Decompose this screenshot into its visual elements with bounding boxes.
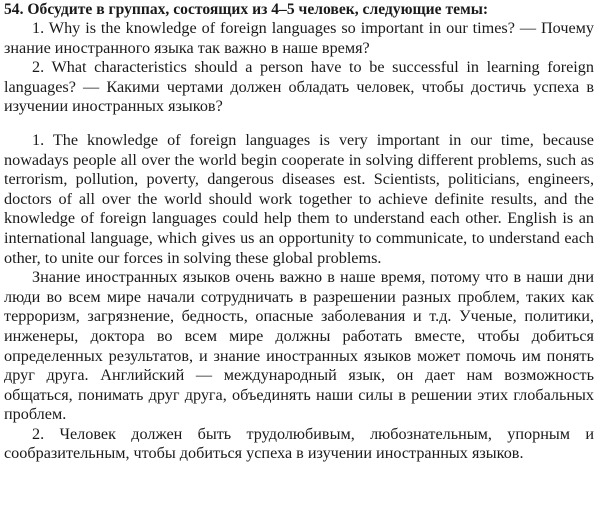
answer-english-1: 1. The knowledge of foreign languages is very important in our time, because nowadays people all over the world begin cooperate in solving different problems, such as terrorism, pollution, poverty, dangerous diseases est. Scientists, politicians, engineers, doctors of all over the world should work together to achieve definite results, and the knowledge of foreign languages could help them to understand each other. English is an international language, which gives us an opportunity to communicate, to understand each other, to unite our forces in solving these global problems. [4, 130, 594, 267]
answers-block [4, 131, 594, 464]
exercise-page [4, 0, 594, 464]
question-1: 1. Why is the knowledge of foreign languages so important in our times? — Почему знание иностранного языка так важно в наше время? [4, 19, 594, 57]
questions-block [4, 19, 594, 117]
answer-russian-2: 2. Человек должен быть трудолюбивым, любознательным, упорным и сообразительным, чтобы добиться успеха в изучении иностранных языков. [4, 424, 594, 463]
question-2: 2. What characteristics should a person have to be successful in learning foreign languages? — Какими чертами должен обладать человек, чтобы достичь успеха в изучении иностранных языков? [4, 58, 594, 116]
exercise-heading: 54. Обсудите в группах, состоящих из 4–5 человек, следующие темы: [4, 1, 489, 18]
answer-russian-1: Знание иностранных языков очень важно в наше время, потому что в наши дни люди во всем мире начали сотрудничать в разрешении разных проблем, таких как терроризм, загрязнение, бедность, опасные заболевания и т.д. Ученые, политики, инженеры, доктора во всем мире должны работать вместе, чтобы добиться определенных результатов, и знание иностранных языков может помочь им понять друг друга. Английский — международный язык, он дает нам возможность общаться, понимать друг друга, объединять наши силы в решении этих глобальных проблем. [4, 268, 594, 424]
